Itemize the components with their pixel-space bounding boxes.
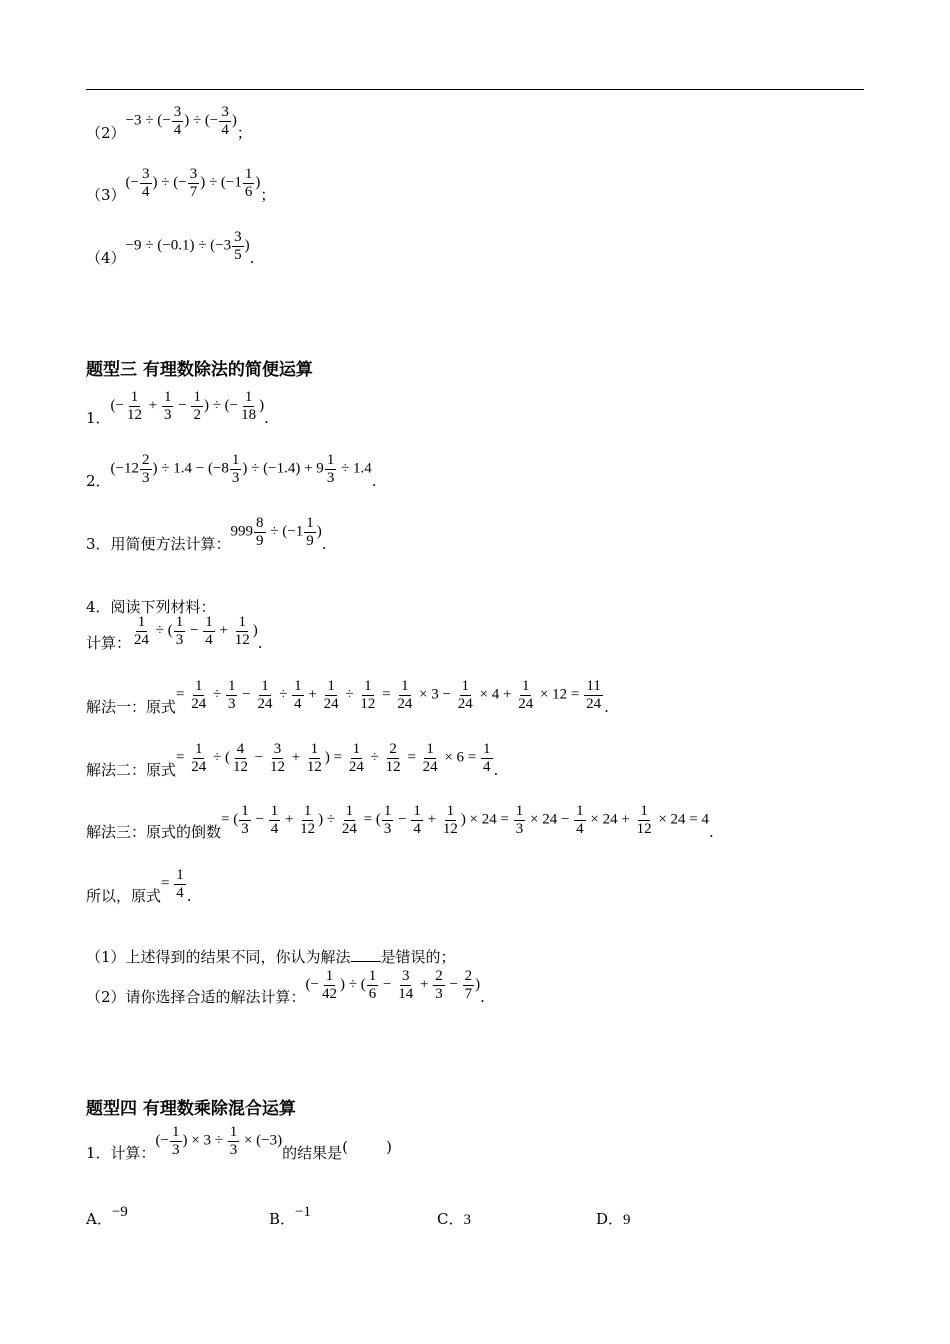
sub-question-1-text: （1）上述得到的结果不同，你认为解法 [86,948,351,966]
header-rule [86,89,864,90]
method-1-expression: = $\frac{1}{24}$ ÷ $\frac{1}{3}$ − $\frac{1}{24}$ ÷ $\frac{1}{4}$ + $\frac{1}{24}$ ÷ $\frac{1}{12}$ = $\frac{1}{24}$ × 3 − $\frac{1}{24}$ × 4 + $\frac{1}{24}$ × 12 = $\frac{11}{24}$ [176,678,602,712]
s4-q1-expression: (− $\frac{1}{3}$ ) × 3 ÷ $\frac{1}{3}$ × (−3) [155,1124,283,1158]
problem-2-expression: −3 ÷ (− $\frac{3}{4}$ ) ÷ (− $\frac{3}{4}$ ) [125,104,237,138]
option-a[interactable] [86,1204,128,1229]
method-1-line [86,678,609,726]
method-2-expression: = $\frac{1}{24}$ ÷ ( $\frac{4}{12}$ − $\frac{3}{12}$ + $\frac{1}{12}$ ) = $\frac{1}{24}$ ÷ $\frac{2}{12}$ = $\frac{1}{24}$ × 6 = $\frac{1}{4}$ [176,741,491,775]
sub-question-2-line [86,968,485,1016]
s3-q3-line [86,515,327,563]
sub-question-2-expression: (− $\frac{1}{42}$ ) ÷ ( $\frac{1}{6}$ − $\frac{3}{14}$ + $\frac{2}{3}$ − $\frac{2}{7}$ ) [305,968,481,1002]
calc-punct: . [257,634,263,653]
method-3-punct: . [709,823,714,842]
problem-2-label: （2） [86,124,126,143]
problem-2-line [86,104,252,152]
s4-q1-suffix: 的结果是 [282,1144,343,1163]
calc-expression: $\frac{1}{24}$ ÷ ( $\frac{1}{3}$ − $\frac{1}{4}$ + $\frac{1}{12}$ ) [134,614,258,648]
conclusion-line [86,867,192,915]
method-3-line [86,803,714,851]
option-b-letter: B． [269,1210,296,1228]
option-b[interactable] [269,1204,311,1229]
conclusion-label: 所以，原式 [86,887,162,906]
option-c-value: 3 [463,1212,471,1228]
s4-q1-answer-paren: ( ) [342,1138,392,1157]
conclusion-expression: = $\frac{1}{4}$ [161,867,184,901]
sub-question-1-suffix: 是错误的； [380,948,456,966]
option-d-value: 9 [623,1212,631,1228]
option-d[interactable] [596,1208,631,1229]
sub-question-2-label: （2）请你选择合适的解法计算： [86,988,306,1007]
sub-question-1-line [86,946,456,967]
problem-4-label: （4） [86,249,126,268]
conclusion-punct: . [186,887,192,906]
option-a-value: −9 [111,1204,128,1220]
section-4-heading: 题型四 有理数乘除混合运算 [86,1099,296,1119]
s3-q2-expression: (−12 $\frac{2}{3}$ ) ÷ 1.4 − (−8 $\frac{1}{3}$ ) ÷ (−1.4) + 9 $\frac{1}{3}$ ÷ 1.4 [110,452,372,486]
method-2-label: 解法二：原式 [86,761,177,780]
problem-4-line [86,229,255,277]
section-3-heading: 题型三 有理数除法的简便运算 [86,360,313,380]
method-1-punct: . [604,698,609,717]
answer-blank[interactable] [351,949,381,962]
method-1-label: 解法一：原式 [86,698,177,717]
s4-q1-label: 1．计算： [86,1144,156,1163]
option-a-letter: A． [86,1210,112,1228]
s3-q1-expression: (− $\frac{1}{12}$ + $\frac{1}{3}$ − $\frac{1}{2}$ ) ÷ (− $\frac{1}{18}$ ) [110,389,265,423]
calc-line [86,614,263,662]
problem-3-expression: (− $\frac{3}{4}$ ) ÷ (− $\frac{3}{7}$ ) ÷ (−1 $\frac{1}{6}$ ) [125,166,261,200]
option-c-letter: C． [437,1210,464,1228]
s3-q2-line [86,452,377,500]
s3-q2-punct: . [371,472,377,491]
s3-q3-punct: . [321,535,327,554]
s3-q3-expression: 999 $\frac{8}{9}$ ÷ (−1 $\frac{1}{9}$ ) [230,515,322,549]
s3-q4-label: 4．阅读下列材料： [86,598,216,616]
method-2-punct: . [493,761,499,780]
method-2-line [86,741,499,789]
problem-4-expression: −9 ÷ (−0.1) ÷ (−3 $\frac{3}{5}$ ) [125,229,250,263]
option-b-value: −1 [295,1204,311,1220]
s4-q1-line [86,1124,392,1172]
s3-q1-line [86,389,269,437]
s3-q1-label: 1． [86,409,111,428]
calc-label: 计算： [86,634,132,653]
s3-q3-label: 3．用简便方法计算： [86,535,231,554]
method-3-label: 解法三：原式的倒数 [86,823,222,842]
method-3-expression: = ( $\frac{1}{3}$ − $\frac{1}{4}$ + $\frac{1}{12}$ ) ÷ $\frac{1}{24}$ = ( $\frac{1}{3}$ − $\frac{1}{4}$ + $\frac{1}{12}$ ) × 24 = $\frac{1}{3}$ × 24 − $\frac{1}{4}$ × 24 + $\frac{1}{12}$ × 24 = 4 [221,803,709,837]
problem-2-punct: ； [236,124,252,143]
s3-q2-label: 2． [86,472,111,491]
option-c[interactable] [437,1208,471,1229]
problem-3-label: （3） [86,186,126,205]
problem-3-punct: ； [260,186,276,205]
sub-question-2-punct: . [480,988,485,1007]
option-d-letter: D． [596,1210,624,1228]
problem-4-punct: . [249,249,255,268]
problem-3-line [86,166,276,214]
s3-q1-punct: . [264,409,269,428]
